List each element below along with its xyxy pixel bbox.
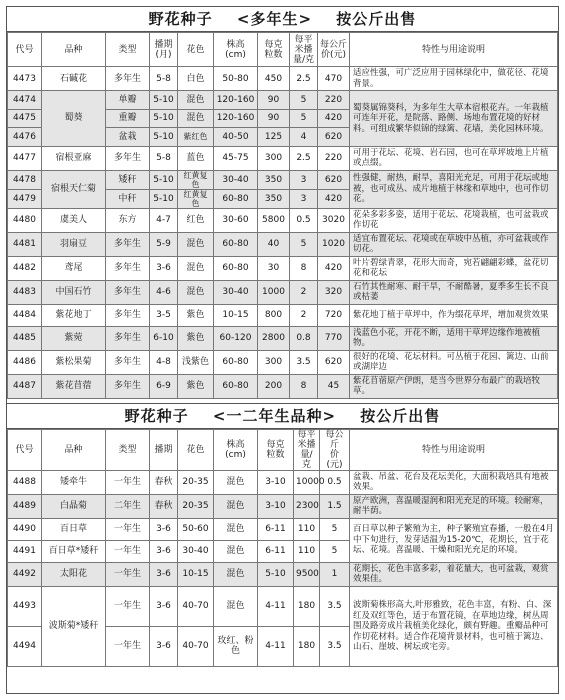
header-price: 每公斤 价(元) bbox=[320, 429, 350, 470]
cell-code: 4492 bbox=[8, 562, 42, 586]
cell-type: 矮秆 bbox=[106, 170, 150, 189]
cell-rate-seeds: 10000 bbox=[294, 470, 320, 494]
cell-price: 320 bbox=[318, 280, 350, 304]
header-color: 花色 bbox=[178, 429, 214, 470]
cell-color: 混色 bbox=[178, 91, 214, 110]
cell-rate: 3.5 bbox=[320, 586, 350, 626]
cell-rate-seeds: 180 bbox=[294, 626, 320, 666]
table-row bbox=[8, 67, 558, 91]
table-row bbox=[8, 470, 558, 494]
cell-seeds: 90 bbox=[258, 109, 290, 128]
cell-code: 4489 bbox=[8, 494, 42, 518]
cell-name: 鸢尾 bbox=[42, 256, 106, 280]
cell-height: 30-40 bbox=[178, 540, 214, 562]
cell-desc: 原产欧洲，喜温暖湿润和阳光充足的环境。较耐寒，耐半荫。 bbox=[350, 494, 558, 518]
cell-height: 60-80 bbox=[214, 374, 258, 398]
cell-period: 5-8 bbox=[150, 67, 178, 91]
cell-type: 二年生 bbox=[106, 494, 150, 518]
table-row bbox=[8, 350, 558, 374]
cell-name: 太阳花 bbox=[42, 562, 106, 586]
section2-title-sale: 按公斤出售 bbox=[360, 406, 441, 425]
cell-type: 一年生 bbox=[106, 470, 150, 494]
cell-code: 4480 bbox=[8, 208, 42, 232]
cell-color: 混色 bbox=[214, 494, 258, 518]
cell-seeds: 800 bbox=[258, 304, 290, 326]
cell-period: 3-6 bbox=[150, 518, 178, 540]
cell-seeds: 5-10 bbox=[258, 562, 294, 586]
cell-desc: 花朵多彩多姿，适用于花坛、花境栽植，也可盆栽或作切花 bbox=[350, 208, 558, 232]
cell-period: 5-9 bbox=[150, 232, 178, 256]
cell-code: 4491 bbox=[8, 540, 42, 562]
cell-period: 5-10 bbox=[150, 128, 178, 147]
section2-title bbox=[7, 403, 558, 429]
cell-price: 1020 bbox=[318, 232, 350, 256]
cell-color: 红黄复色 bbox=[178, 189, 214, 208]
cell-type: 多年生 bbox=[106, 280, 150, 304]
cell-color: 混色 bbox=[214, 562, 258, 586]
cell-height: 40-70 bbox=[178, 586, 214, 626]
cell-height: 30-40 bbox=[214, 170, 258, 189]
cell-height: 40-50 bbox=[214, 128, 258, 147]
header-seeds: 每克 粒数 bbox=[258, 33, 290, 67]
cell-price: 770 bbox=[318, 326, 350, 350]
cell-desc: 波斯菊株形高大,叶形雅致，花色丰富，有粉、白、深红及双红等色，适于布置花镜，在草地边缘，树丛周围及路旁成片栽植美化绿化，颇有野趣。重瓣品种可作切花材料。适合作花境背景材料，也可植于篱边、山石、崖坡、树坛或宅旁。 bbox=[350, 586, 558, 666]
cell-color: 紫色 bbox=[178, 326, 214, 350]
cell-color: 玫红、粉色 bbox=[214, 626, 258, 666]
cell-rate: 3 bbox=[290, 170, 318, 189]
cell-price: 620 bbox=[318, 128, 350, 147]
cell-seeds: 450 bbox=[258, 67, 290, 91]
cell-height: 60-80 bbox=[214, 189, 258, 208]
cell-desc: 可用于花坛、花境、岩石园，也可在草坪坡地上片植或点缀。 bbox=[350, 146, 558, 170]
cell-code: 4476 bbox=[8, 128, 42, 147]
cell-height: 60-80 bbox=[214, 350, 258, 374]
cell-color: 混色 bbox=[178, 256, 214, 280]
table-row bbox=[8, 518, 558, 540]
cell-type: 中秆 bbox=[106, 189, 150, 208]
cell-type: 多年生 bbox=[106, 374, 150, 398]
cell-price: 3020 bbox=[318, 208, 350, 232]
cell-desc: 叶片碧绿青翠，花形大而奇，宛若翩翩彩蝶，盆花切花和花坛 bbox=[350, 256, 558, 280]
section2-title-sub: <一二年生品种> bbox=[212, 406, 337, 425]
cell-code: 4481 bbox=[8, 232, 42, 256]
cell-period: 4-8 bbox=[150, 350, 178, 374]
cell-rate-seeds: 9500 bbox=[294, 562, 320, 586]
cell-period: 3-6 bbox=[150, 562, 178, 586]
cell-seeds: 5800 bbox=[258, 208, 290, 232]
cell-period: 3-6 bbox=[150, 626, 178, 666]
cell-name: 蜀葵 bbox=[42, 91, 106, 147]
cell-rate-seeds: 110 bbox=[294, 540, 320, 562]
cell-color: 红黄复色 bbox=[178, 170, 214, 189]
section1-title-main: 野花种子 bbox=[148, 10, 213, 28]
table-row bbox=[8, 170, 558, 189]
cell-code: 4486 bbox=[8, 350, 42, 374]
header-name: 品种 bbox=[42, 33, 106, 67]
cell-code: 4490 bbox=[8, 518, 42, 540]
cell-price: 620 bbox=[318, 170, 350, 189]
cell-name: 宿根天仁菊 bbox=[42, 170, 106, 208]
cell-height: 30-40 bbox=[214, 280, 258, 304]
cell-name: 羽扇豆 bbox=[42, 232, 106, 256]
table-header bbox=[8, 33, 558, 67]
cell-rate: 0.8 bbox=[290, 326, 318, 350]
cell-rate: 4 bbox=[290, 128, 318, 147]
cell-rate: 1.5 bbox=[320, 494, 350, 518]
cell-name: 紫花地丁 bbox=[42, 304, 106, 326]
cell-period: 3-6 bbox=[150, 586, 178, 626]
cell-name: 紫松果菊 bbox=[42, 350, 106, 374]
cell-price: 420 bbox=[318, 189, 350, 208]
table-row bbox=[8, 280, 558, 304]
cell-name: 波斯菊*矮秆 bbox=[42, 586, 106, 666]
header-rate: 每平 米播 量/克 bbox=[290, 33, 318, 67]
cell-code: 4494 bbox=[8, 626, 42, 666]
cell-height: 20-35 bbox=[178, 470, 214, 494]
header-type: 类型 bbox=[106, 429, 150, 470]
cell-name: 虞美人 bbox=[42, 208, 106, 232]
cell-price: 220 bbox=[318, 91, 350, 110]
cell-color: 混色 bbox=[214, 518, 258, 540]
cell-type: 东方 bbox=[106, 208, 150, 232]
cell-height: 45-75 bbox=[214, 146, 258, 170]
perennial-table bbox=[7, 32, 558, 399]
section2-title-main: 野花种子 bbox=[124, 406, 189, 425]
cell-rate: 1 bbox=[320, 562, 350, 586]
cell-price: 720 bbox=[318, 304, 350, 326]
table-row bbox=[8, 586, 558, 626]
cell-height: 50-80 bbox=[214, 67, 258, 91]
cell-height: 10-15 bbox=[178, 562, 214, 586]
cell-height: 60-120 bbox=[214, 326, 258, 350]
table-row bbox=[8, 146, 558, 170]
cell-color: 混色 bbox=[214, 586, 258, 626]
table-row bbox=[8, 91, 558, 110]
cell-period: 3-6 bbox=[150, 540, 178, 562]
header-type: 类型 bbox=[106, 33, 150, 67]
cell-type: 一年生 bbox=[106, 540, 150, 562]
cell-seeds: 40 bbox=[258, 232, 290, 256]
cell-height: 30-60 bbox=[214, 208, 258, 232]
cell-desc: 适宜布置花坛、花境或在草坡中丛植，亦可盆栽或作切花。 bbox=[350, 232, 558, 256]
cell-rate: 8 bbox=[290, 374, 318, 398]
cell-period: 4-7 bbox=[150, 208, 178, 232]
cell-type: 多年生 bbox=[106, 67, 150, 91]
cell-rate: 0.5 bbox=[290, 208, 318, 232]
cell-period: 5-8 bbox=[150, 146, 178, 170]
header-period: 播期 bbox=[150, 429, 178, 470]
cell-type: 多年生 bbox=[106, 232, 150, 256]
cell-color: 紫色 bbox=[178, 304, 214, 326]
cell-height: 60-80 bbox=[214, 256, 258, 280]
cell-rate: 3.5 bbox=[320, 626, 350, 666]
cell-rate: 5 bbox=[320, 518, 350, 540]
cell-height: 50-60 bbox=[178, 518, 214, 540]
cell-type: 多年生 bbox=[106, 256, 150, 280]
cell-name: 矮牵牛 bbox=[42, 470, 106, 494]
header-seeds: 每克 粒数 bbox=[258, 429, 294, 470]
cell-period: 5-10 bbox=[150, 109, 178, 128]
cell-desc: 紫花地丁植于草坪中，作为缀花草坪，增加观赏效果 bbox=[350, 304, 558, 326]
cell-seeds: 350 bbox=[258, 170, 290, 189]
cell-name: 紫菀 bbox=[42, 326, 106, 350]
cell-rate: 5 bbox=[320, 540, 350, 562]
cell-seeds: 300 bbox=[258, 146, 290, 170]
cell-period: 5-10 bbox=[150, 91, 178, 110]
cell-name: 白晶菊 bbox=[42, 494, 106, 518]
header-price: 每公斤 价(元) bbox=[318, 33, 350, 67]
cell-seeds: 4-11 bbox=[258, 626, 294, 666]
cell-seeds: 3-10 bbox=[258, 470, 294, 494]
header-code: 代号 bbox=[8, 429, 42, 470]
cell-desc: 适应性强，可广泛应用于园林绿化中，做花径、花境背景。 bbox=[350, 67, 558, 91]
cell-color: 红色 bbox=[178, 208, 214, 232]
cell-color: 紫色 bbox=[178, 374, 214, 398]
cell-color: 混色 bbox=[214, 540, 258, 562]
cell-price: 420 bbox=[318, 256, 350, 280]
cell-rate: 2 bbox=[290, 304, 318, 326]
cell-code: 4488 bbox=[8, 470, 42, 494]
cell-name: 石碱花 bbox=[42, 67, 106, 91]
cell-rate: 2.5 bbox=[290, 67, 318, 91]
cell-type: 多年生 bbox=[106, 350, 150, 374]
cell-height: 60-80 bbox=[214, 232, 258, 256]
cell-code: 4479 bbox=[8, 189, 42, 208]
table-row bbox=[8, 304, 558, 326]
cell-rate: 2.5 bbox=[290, 146, 318, 170]
cell-name: 宿根亚麻 bbox=[42, 146, 106, 170]
cell-price: 220 bbox=[318, 146, 350, 170]
cell-price: 45 bbox=[318, 374, 350, 398]
cell-desc: 蜀葵属锦葵科，为多年生大草本宿根花卉。一年栽植可连年开花，是院落、路侧、场地布置花境的好材料。可组成繁华似锦的绿篱、花墙，美化园林环境。 bbox=[350, 91, 558, 147]
cell-seeds: 300 bbox=[258, 350, 290, 374]
price-sheet bbox=[6, 6, 559, 694]
cell-code: 4482 bbox=[8, 256, 42, 280]
cell-desc: 百日草以种子繁殖为主，种子繁殖宜春播，一般在4月中下旬进行，发芽适温为15-20℃，花期长，宜于花坛、花境。喜温暖、干燥和阳光充足的环境。 bbox=[350, 518, 558, 562]
cell-code: 4485 bbox=[8, 326, 42, 350]
cell-price: 470 bbox=[318, 67, 350, 91]
section1-title bbox=[7, 7, 558, 32]
cell-seeds: 30 bbox=[258, 256, 290, 280]
cell-period: 5-10 bbox=[150, 189, 178, 208]
table-row bbox=[8, 256, 558, 280]
cell-rate: 0.5 bbox=[320, 470, 350, 494]
cell-desc-text: 盆栽、吊盆、花台及花坛美化，大面积栽培具有地被效果。 bbox=[353, 471, 549, 492]
header-desc: 特性与用途说明 bbox=[350, 429, 558, 470]
cell-type: 盆栽 bbox=[106, 128, 150, 147]
header-height: 株高 (cm) bbox=[214, 33, 258, 67]
header-period: 播期 (月) bbox=[150, 33, 178, 67]
header-rate: 每平 米播 量/克 bbox=[294, 429, 320, 470]
cell-desc: 石竹其性耐寒、耐干旱，不耐酷暑，夏季多生长不良或枯萎 bbox=[350, 280, 558, 304]
cell-type: 多年生 bbox=[106, 146, 150, 170]
cell-rate-seeds: 180 bbox=[294, 586, 320, 626]
cell-rate-seeds: 2300 bbox=[294, 494, 320, 518]
table-row bbox=[8, 208, 558, 232]
cell-code: 4475 bbox=[8, 109, 42, 128]
cell-height: 120-160 bbox=[214, 91, 258, 110]
section1-title-sale: 按公斤出售 bbox=[336, 10, 417, 28]
header-color: 花色 bbox=[178, 33, 214, 67]
header-name: 品种 bbox=[42, 429, 106, 470]
table-row bbox=[8, 562, 558, 586]
cell-seeds: 6-11 bbox=[258, 518, 294, 540]
cell-rate: 3.5 bbox=[290, 350, 318, 374]
table-header bbox=[8, 429, 558, 470]
cell-name: 百日草*矮秆 bbox=[42, 540, 106, 562]
cell-rate: 3 bbox=[290, 189, 318, 208]
cell-seeds: 125 bbox=[258, 128, 290, 147]
cell-type: 单瓣 bbox=[106, 91, 150, 110]
cell-period: 6-10 bbox=[150, 326, 178, 350]
cell-type: 一年生 bbox=[106, 518, 150, 540]
cell-type: 一年生 bbox=[106, 562, 150, 586]
cell-period: 3-6 bbox=[150, 256, 178, 280]
cell-code: 4493 bbox=[8, 586, 42, 626]
cell-seeds: 200 bbox=[258, 374, 290, 398]
annual-table bbox=[7, 429, 558, 667]
cell-rate: 8 bbox=[290, 256, 318, 280]
cell-rate-seeds: 110 bbox=[294, 518, 320, 540]
cell-period: 春秋 bbox=[150, 470, 178, 494]
header-code: 代号 bbox=[8, 33, 42, 67]
cell-code: 4478 bbox=[8, 170, 42, 189]
cell-height: 10-15 bbox=[214, 304, 258, 326]
cell-period: 春秋 bbox=[150, 494, 178, 518]
cell-color: 混色 bbox=[178, 280, 214, 304]
cell-seeds: 1000 bbox=[258, 280, 290, 304]
cell-code: 4473 bbox=[8, 67, 42, 91]
header-desc: 特性与用途说明 bbox=[350, 33, 558, 67]
cell-price: 420 bbox=[318, 109, 350, 128]
table-row bbox=[8, 374, 558, 398]
cell-seeds: 90 bbox=[258, 91, 290, 110]
cell-code: 4484 bbox=[8, 304, 42, 326]
header-height: 株高 (cm) bbox=[214, 429, 258, 470]
cell-color: 蓝色 bbox=[178, 146, 214, 170]
cell-seeds: 350 bbox=[258, 189, 290, 208]
table-row bbox=[8, 326, 558, 350]
cell-rate: 5 bbox=[290, 232, 318, 256]
cell-desc: 性强健，耐热，耐旱，喜阳光充足，可用于花坛或地被，也可成丛、成片地植于林缘和草地中，也可作切花。 bbox=[350, 170, 558, 208]
cell-type: 重瓣 bbox=[106, 109, 150, 128]
cell-color: 白色 bbox=[178, 67, 214, 91]
cell-code: 4474 bbox=[8, 91, 42, 110]
cell-period: 5-10 bbox=[150, 170, 178, 189]
cell-seeds: 2800 bbox=[258, 326, 290, 350]
cell-rate: 5 bbox=[290, 91, 318, 110]
cell-height: 120-160 bbox=[214, 109, 258, 128]
cell-seeds: 3-10 bbox=[258, 494, 294, 518]
cell-height: 40-70 bbox=[178, 626, 214, 666]
cell-type: 一年生 bbox=[106, 626, 150, 666]
cell-color: 混色 bbox=[178, 232, 214, 256]
cell-period: 6-9 bbox=[150, 374, 178, 398]
table-row bbox=[8, 494, 558, 518]
cell-price: 620 bbox=[318, 350, 350, 374]
cell-color: 紫红色 bbox=[178, 128, 214, 147]
cell-desc: 浅蓝色小花，开花不断，适用干草坪边缘作地被植物。 bbox=[350, 326, 558, 350]
cell-height: 20-35 bbox=[178, 494, 214, 518]
cell-desc: 花期长，花色丰富多彩，着花量大，也可盆栽，观赏效果佳。 bbox=[350, 562, 558, 586]
cell-type: 多年生 bbox=[106, 326, 150, 350]
cell-seeds: 4-11 bbox=[258, 586, 294, 626]
cell-color: 混色 bbox=[214, 470, 258, 494]
cell-name: 紫花苜蓿 bbox=[42, 374, 106, 398]
cell-code: 4487 bbox=[8, 374, 42, 398]
cell-desc: 很好的花境、花坛材料。可丛植于花园、篱边、山前或湖岸边 bbox=[350, 350, 558, 374]
cell-period: 4-6 bbox=[150, 280, 178, 304]
cell-type: 一年生 bbox=[106, 586, 150, 626]
cell-code: 4483 bbox=[8, 280, 42, 304]
cell-rate: 5 bbox=[290, 109, 318, 128]
cell-name: 百日草 bbox=[42, 518, 106, 540]
cell-color: 混色 bbox=[178, 109, 214, 128]
cell-type: 多年生 bbox=[106, 304, 150, 326]
cell-code: 4477 bbox=[8, 146, 42, 170]
cell-desc: 紫花苜蓿原产伊朗，是当今世界分布最广的栽培牧草。 bbox=[350, 374, 558, 398]
cell-rate: 2 bbox=[290, 280, 318, 304]
cell-desc bbox=[350, 470, 558, 494]
cell-period: 3-5 bbox=[150, 304, 178, 326]
section1-title-sub: <多年生> bbox=[236, 10, 313, 28]
cell-seeds: 6-11 bbox=[258, 540, 294, 562]
table-row bbox=[8, 232, 558, 256]
cell-color: 浅紫色 bbox=[178, 350, 214, 374]
cell-name: 中国石竹 bbox=[42, 280, 106, 304]
